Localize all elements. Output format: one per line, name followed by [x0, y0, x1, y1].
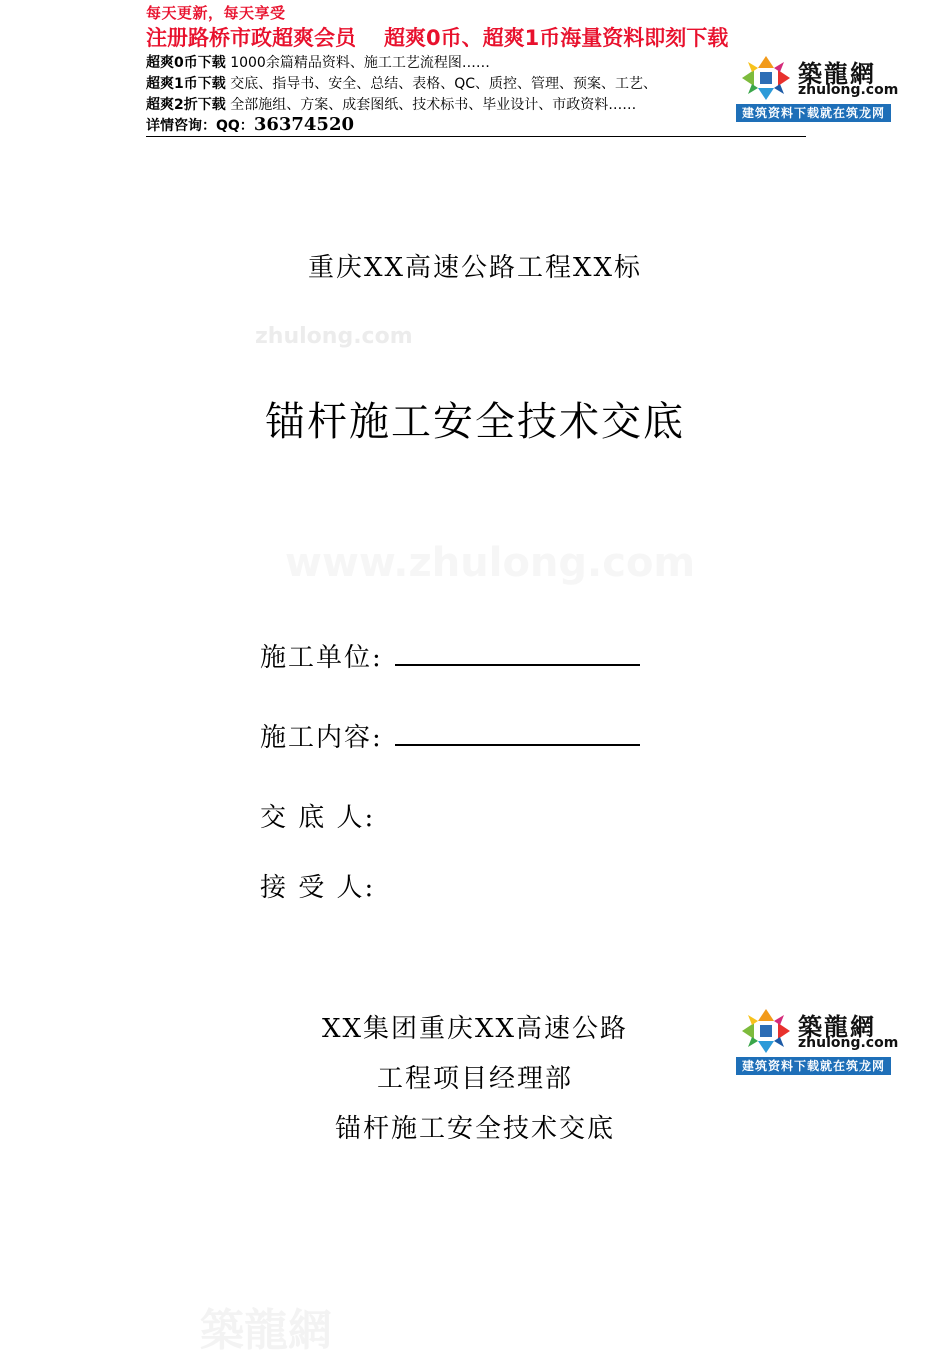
footer-doc-title: 锚杆施工安全技术交底	[334, 1114, 615, 1144]
watermark-text: www.zhulong.com	[285, 540, 696, 586]
fill-in-line	[395, 640, 640, 666]
logo-slogan: 建筑资料下载就在筑龙网	[736, 104, 891, 122]
field-receiver	[260, 867, 375, 904]
promo-contact	[146, 114, 354, 135]
promo-row-lead: 超爽0币下载	[146, 55, 226, 71]
promo-row-0coin	[146, 52, 490, 72]
promo-headline	[146, 22, 728, 52]
promo-headline-member: 注册路桥市政超爽会员	[146, 26, 356, 50]
promo-row-lead: 超爽1币下载	[146, 76, 226, 92]
zhulong-logo-top	[736, 52, 899, 124]
header-divider	[146, 136, 806, 137]
logo-name: 築龍網	[798, 1012, 876, 1041]
document-title: 锚杆施工安全技术交底	[265, 399, 685, 445]
field-construction-content	[260, 717, 640, 754]
logo-domain: zhulong.com	[798, 1035, 899, 1051]
contact-label: 详情咨询：QQ：	[146, 118, 254, 134]
field-label: 施工内容:	[260, 723, 383, 753]
promo-row-discount	[146, 94, 636, 114]
promo-row-1coin	[146, 73, 657, 93]
promo-tagline: 每天更新，每天享受	[146, 4, 286, 22]
promo-row-text: 交底、指导书、安全、总结、表格、QC、质控、管理、预案、工艺、	[230, 76, 657, 92]
contact-qq-number: 36374520	[253, 114, 355, 135]
field-discloser	[260, 797, 375, 834]
footer-department: 工程项目经理部	[376, 1064, 573, 1094]
field-construction-unit	[260, 637, 640, 674]
pinwheel-icon	[738, 1007, 794, 1055]
logo-slogan: 建筑资料下载就在筑龙网	[736, 1057, 891, 1075]
logo-domain: zhulong.com	[798, 82, 899, 98]
promo-row-text: 全部施组、方案、成套图纸、技术标书、毕业设计、市政资料……	[230, 97, 637, 113]
watermark-text: zhulong.com	[255, 324, 413, 349]
watermark-text: 築龍網	[200, 1305, 332, 1356]
promo-row-lead: 超爽2折下载	[146, 97, 226, 113]
pinwheel-icon	[738, 54, 794, 102]
field-label: 接 受 人:	[260, 873, 376, 903]
promo-headline-download: 超爽0币、超爽1币海量资料即刻下载	[384, 26, 729, 50]
zhulong-logo-bottom	[736, 1005, 899, 1077]
project-title: 重庆XX高速公路工程XX标	[307, 253, 643, 283]
footer-organization: XX集团重庆XX高速公路	[321, 1014, 629, 1044]
logo-name: 築龍網	[798, 59, 876, 88]
promo-row-text: 1000余篇精品资料、施工工艺流程图……	[230, 55, 490, 71]
field-label: 交 底 人:	[260, 803, 376, 833]
field-label: 施工单位:	[260, 643, 383, 673]
fill-in-line	[395, 720, 640, 746]
